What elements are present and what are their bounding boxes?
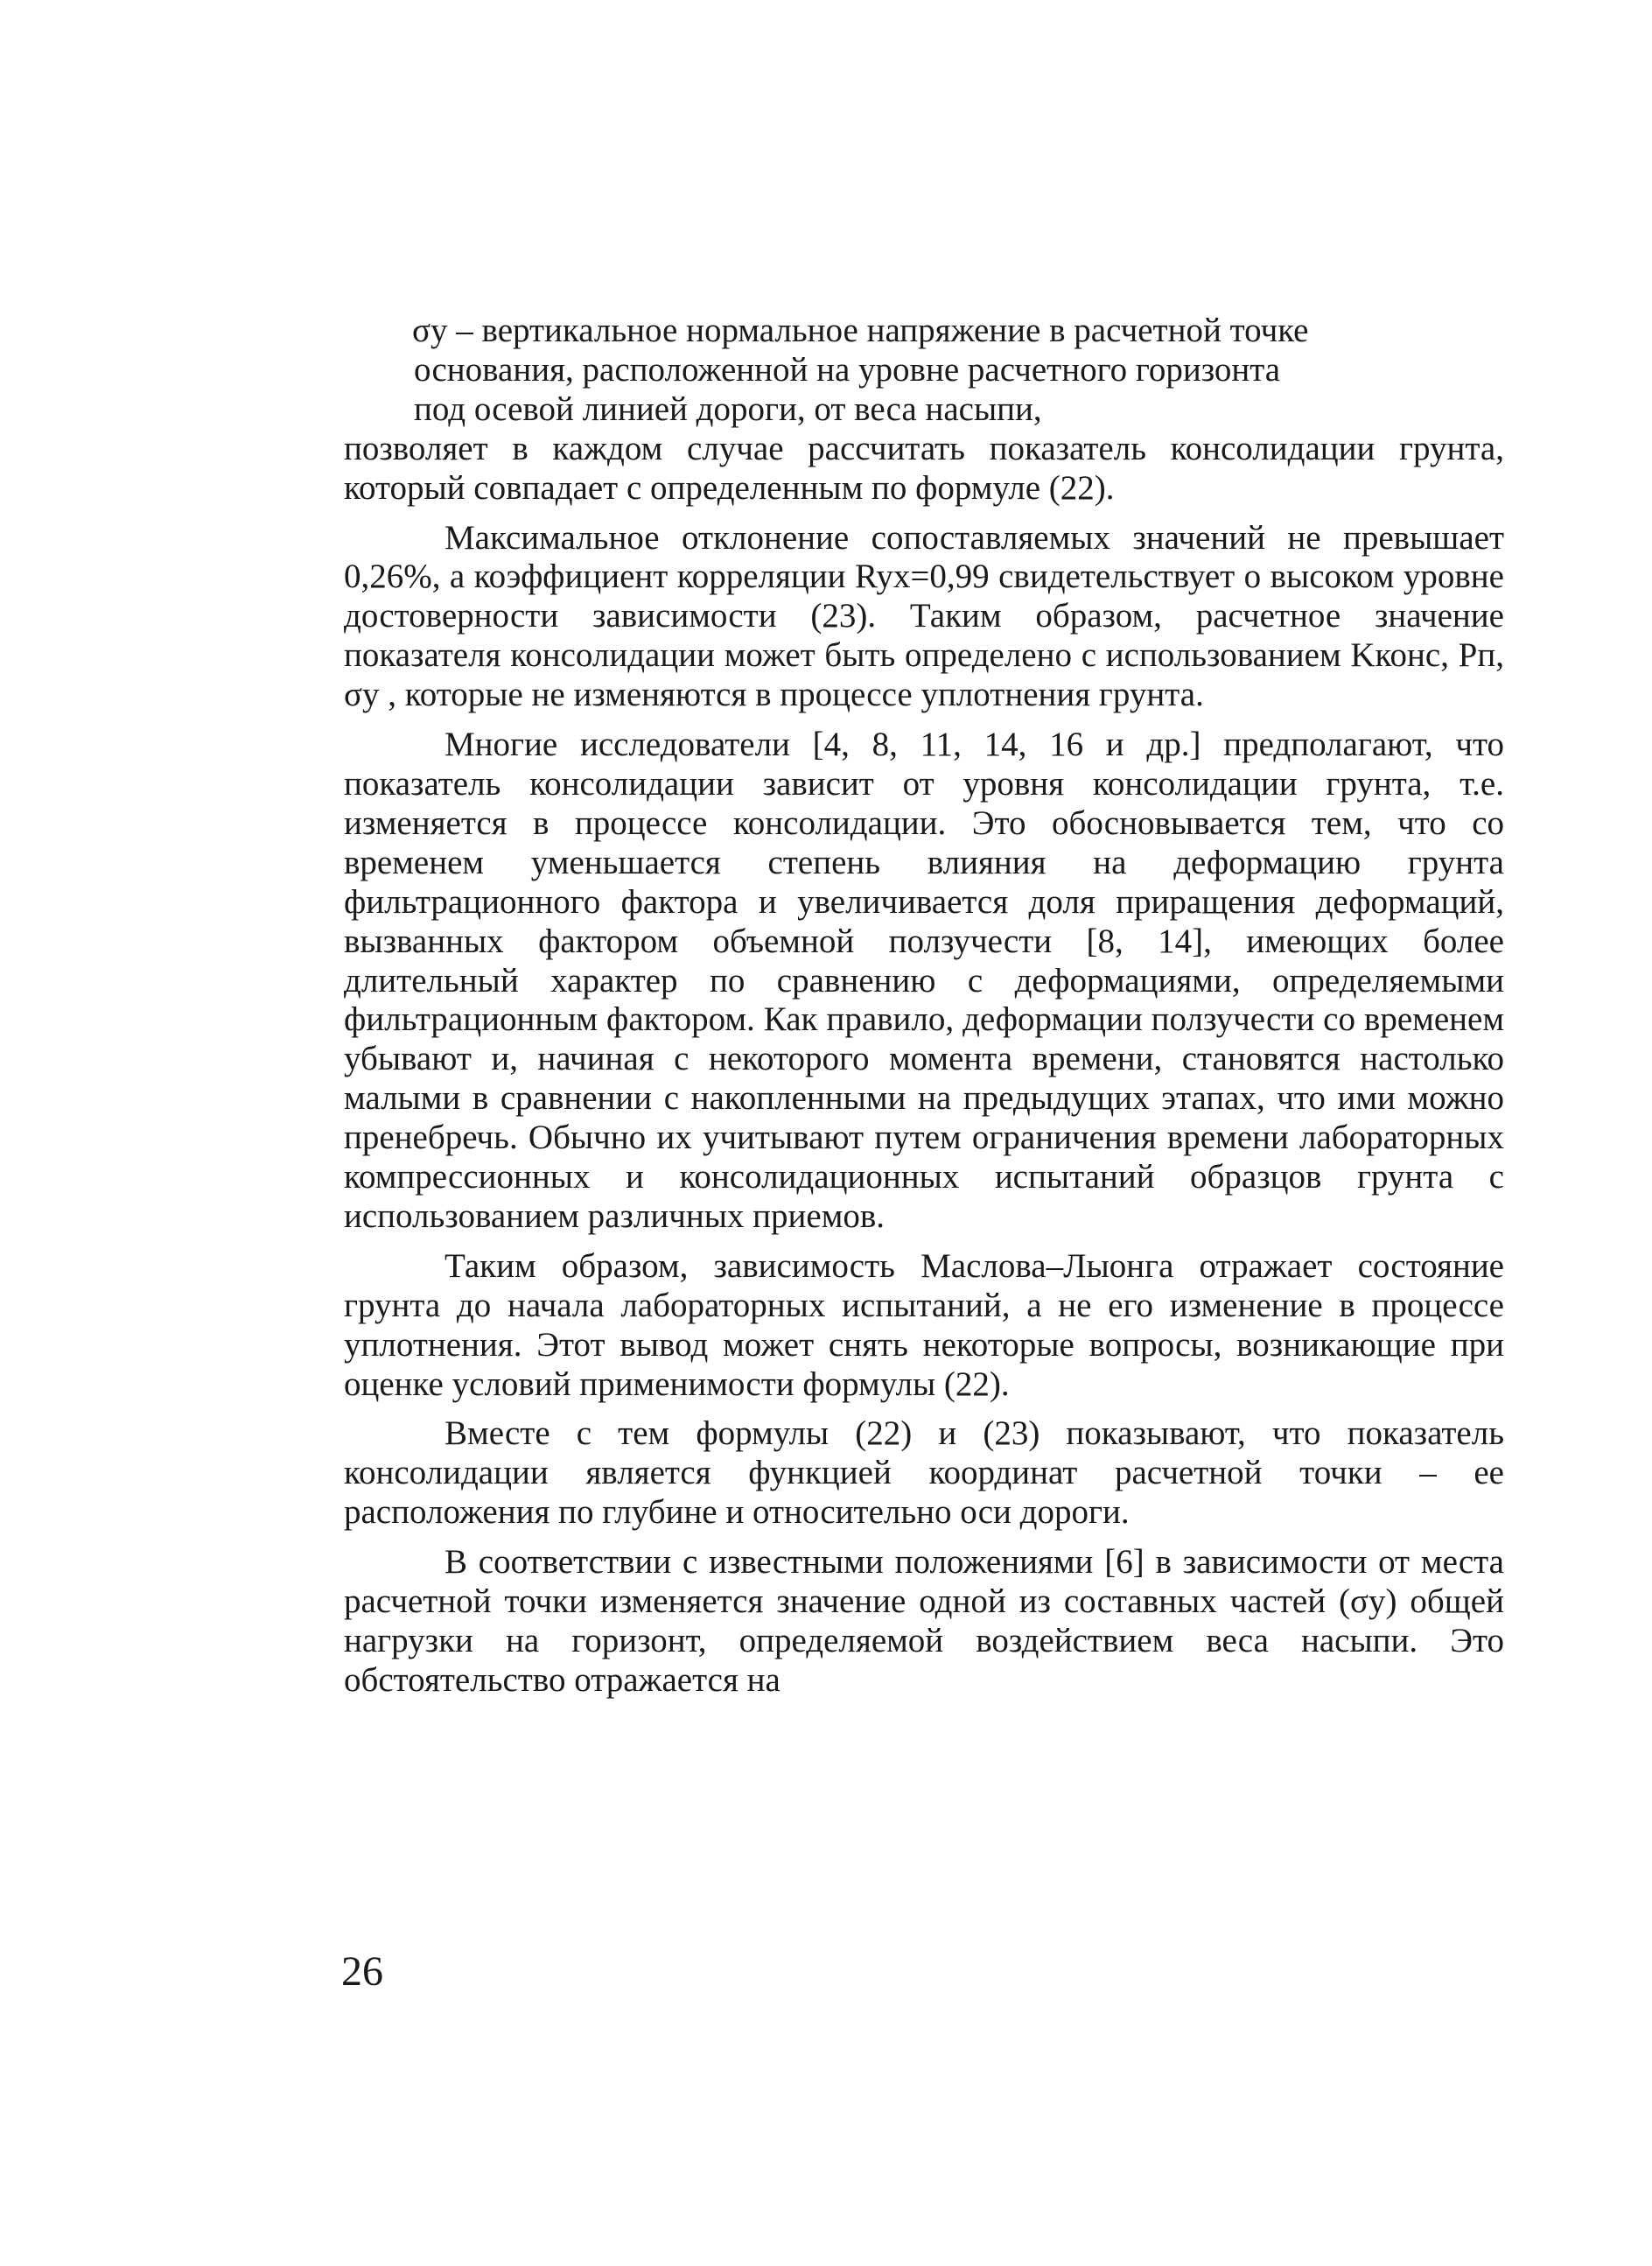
paragraph: В соответствии с известными положениями [6] в зависимости от места расчетной точки изменяется значение одной из составных частей (σy) общей нагрузки на горизонт, определяемой воздействием веса насыпи. Это обстоятельство отражается на	[344, 1543, 1504, 1699]
page-number: 26	[341, 1948, 383, 1995]
paragraph: Многие исследователи [4, 8, 11, 14, 16 и др.] предполагают, что показатель консолидации зависит от уровня консолидации грунта, т.е. изменяется в процессе консолидации. Это обосновывается тем, что со временем уменьшается степень влияния на деформацию грунта фильтрационного фактора и увеличивается доля приращения деформаций, вызванных фактором объемной ползучести [8, 14], имеющих более длительный характер по сравнению с деформациями, определяемыми фильтрационным фактором. Как правило, деформации ползучести со временем убывают и, начиная с некоторого момента времени, становятся настолько малыми в сравнении с накопленными на предыдущих этапах, что ими можно пренебречь. Обычно их учитывают путем ограничения времени лабораторных компрессионных и консолидационных испытаний образцов грунта с использованием различных приемов.	[344, 726, 1504, 1235]
paragraph: Таким образом, зависимость Маслова–Лыонга отражает состояние грунта до начала лабораторных испытаний, а не его изменение в процессе уплотнения. Этот вывод может снять некоторые вопросы, возникающие при оценке условий применимости формулы (22).	[344, 1246, 1504, 1403]
definition-line: под осевой линией дороги, от веса насыпи,	[414, 389, 1042, 428]
paragraph-continuation: позволяет в каждом случае рассчитать показатель консолидации грунта, который совпадает с определенным по формуле (22).	[344, 429, 1504, 507]
body-text	[344, 312, 1504, 1701]
paragraph: Вместе с тем формулы (22) и (23) показывают, что показатель консолидации является функцией координат расчетной точки – ее расположения по глубине и относительно оси дороги.	[344, 1414, 1504, 1532]
definition-paragraph	[344, 312, 1504, 509]
paragraph: Максимальное отклонение сопоставляемых значений не превышает 0,26%, а коэффициент корреляции Ryx=0,99 свидетельствует о высоком уровне достоверности зависимости (23). Таким образом, расчетное значение показателя консолидации может быть определено с использованием Kконс, Pп, σy , которые не изменяются в процессе уплотнения грунта.	[344, 518, 1504, 714]
definition-line: σy – вертикальное нормальное напряжение в расчетной точке	[412, 312, 1309, 349]
definition-line: основания, расположенной на уровне расчетного горизонта	[414, 350, 1281, 389]
